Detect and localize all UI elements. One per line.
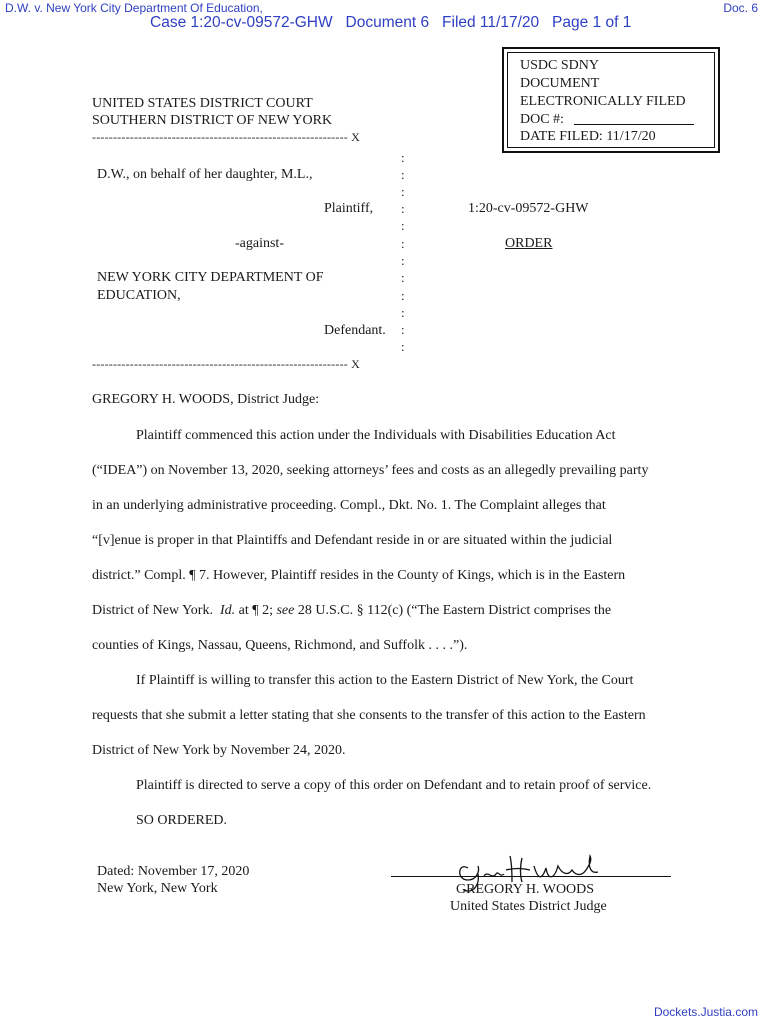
paragraph-line: “[v]enue is proper in that Plaintiffs and Defendant reside in or are situated within the judicial <box>92 533 613 548</box>
caption-colon: : <box>401 322 405 337</box>
header-case-line: Case 1:20-cv-09572-GHW Document 6 Filed 11/17/20 Page 1 of 1 <box>150 14 632 31</box>
caption-colon: : <box>401 270 405 285</box>
caption-colon: : <box>401 236 405 251</box>
caption-bottom-rule: ------------------------------------------------------------- X <box>92 357 361 371</box>
defendant-label: Defendant. <box>324 323 386 338</box>
paragraph-line: Plaintiff commenced this action under the Individuals with Disabilities Education Act <box>136 428 616 443</box>
case-number: 1:20-cv-09572-GHW <box>468 201 589 216</box>
paragraph-line: district.” Compl. ¶ 7. However, Plaintiff resides in the County of Kings, which is in the Eastern <box>92 568 626 583</box>
paragraph-line: (“IDEA”) on November 13, 2020, seeking attorneys’ fees and costs as an allegedly prevailing party <box>92 463 649 478</box>
signer-name: GREGORY H. WOODS <box>456 882 595 897</box>
header-doc-number: Doc. 6 <box>723 1 758 15</box>
stamp-line-usdc: USDC SDNY <box>520 58 599 73</box>
defendant-name-line1: NEW YORK CITY DEPARTMENT OF <box>97 270 324 285</box>
paragraph-line: in an underlying administrative proceeding. Compl., Dkt. No. 1. The Complaint alleges that <box>92 498 606 513</box>
court-name-line2: SOUTHERN DISTRICT OF NEW YORK <box>92 113 333 128</box>
signer-title: United States District Judge <box>450 899 607 914</box>
plaintiff-label: Plaintiff, <box>324 201 374 216</box>
judge-line: GREGORY H. WOODS, District Judge: <box>92 392 320 407</box>
caption-top-rule: ------------------------------------------------------------- X <box>92 130 361 144</box>
order-title: ORDER <box>505 236 553 251</box>
paragraph-line: If Plaintiff is willing to transfer this action to the Eastern District of New York, the Court <box>136 673 634 688</box>
paragraph-line: District of New York. Id. at ¶ 2; see 28 U.S.C. § 112(c) (“The Eastern District comprises the <box>92 603 612 618</box>
stamp-line-date-filed: DATE FILED: 11/17/20 <box>520 129 656 144</box>
dated-line: Dated: November 17, 2020 <box>97 864 250 879</box>
caption-colon: : <box>401 253 405 268</box>
caption-colon: : <box>401 201 405 216</box>
caption-colon: : <box>401 218 405 233</box>
defendant-name-line2: EDUCATION, <box>97 288 181 303</box>
source-watermark: Dockets.Justia.com <box>653 1005 758 1019</box>
caption-colon: : <box>401 339 405 354</box>
stamp-line-doc-number: DOC #: <box>520 111 694 128</box>
stamp-line-document: DOCUMENT <box>520 76 600 91</box>
paragraph-line: counties of Kings, Nassau, Queens, Richmond, and Suffolk . . . .”). <box>92 638 468 653</box>
caption-colon: : <box>401 167 405 182</box>
court-name-line1: UNITED STATES DISTRICT COURT <box>92 96 313 111</box>
against-label: -against- <box>235 236 284 251</box>
plaintiff-name: D.W., on behalf of her daughter, M.L., <box>97 167 313 182</box>
stamp-line-electronically-filed: ELECTRONICALLY FILED <box>520 94 686 109</box>
caption-colon: : <box>401 150 405 165</box>
so-ordered: SO ORDERED. <box>136 813 228 828</box>
caption-colon: : <box>401 288 405 303</box>
caption-colon: : <box>401 305 405 320</box>
header-case-title: D.W. v. New York City Department Of Education, <box>5 1 263 15</box>
paragraph-line: Plaintiff is directed to serve a copy of this order on Defendant and to retain proof of service. <box>136 778 652 793</box>
paragraph-line: District of New York by November 24, 2020. <box>92 743 346 758</box>
caption-colon: : <box>401 184 405 199</box>
paragraph-line: requests that she submit a letter stating that she consents to the transfer of this action to the Eastern <box>92 708 646 723</box>
place-line: New York, New York <box>97 881 218 896</box>
